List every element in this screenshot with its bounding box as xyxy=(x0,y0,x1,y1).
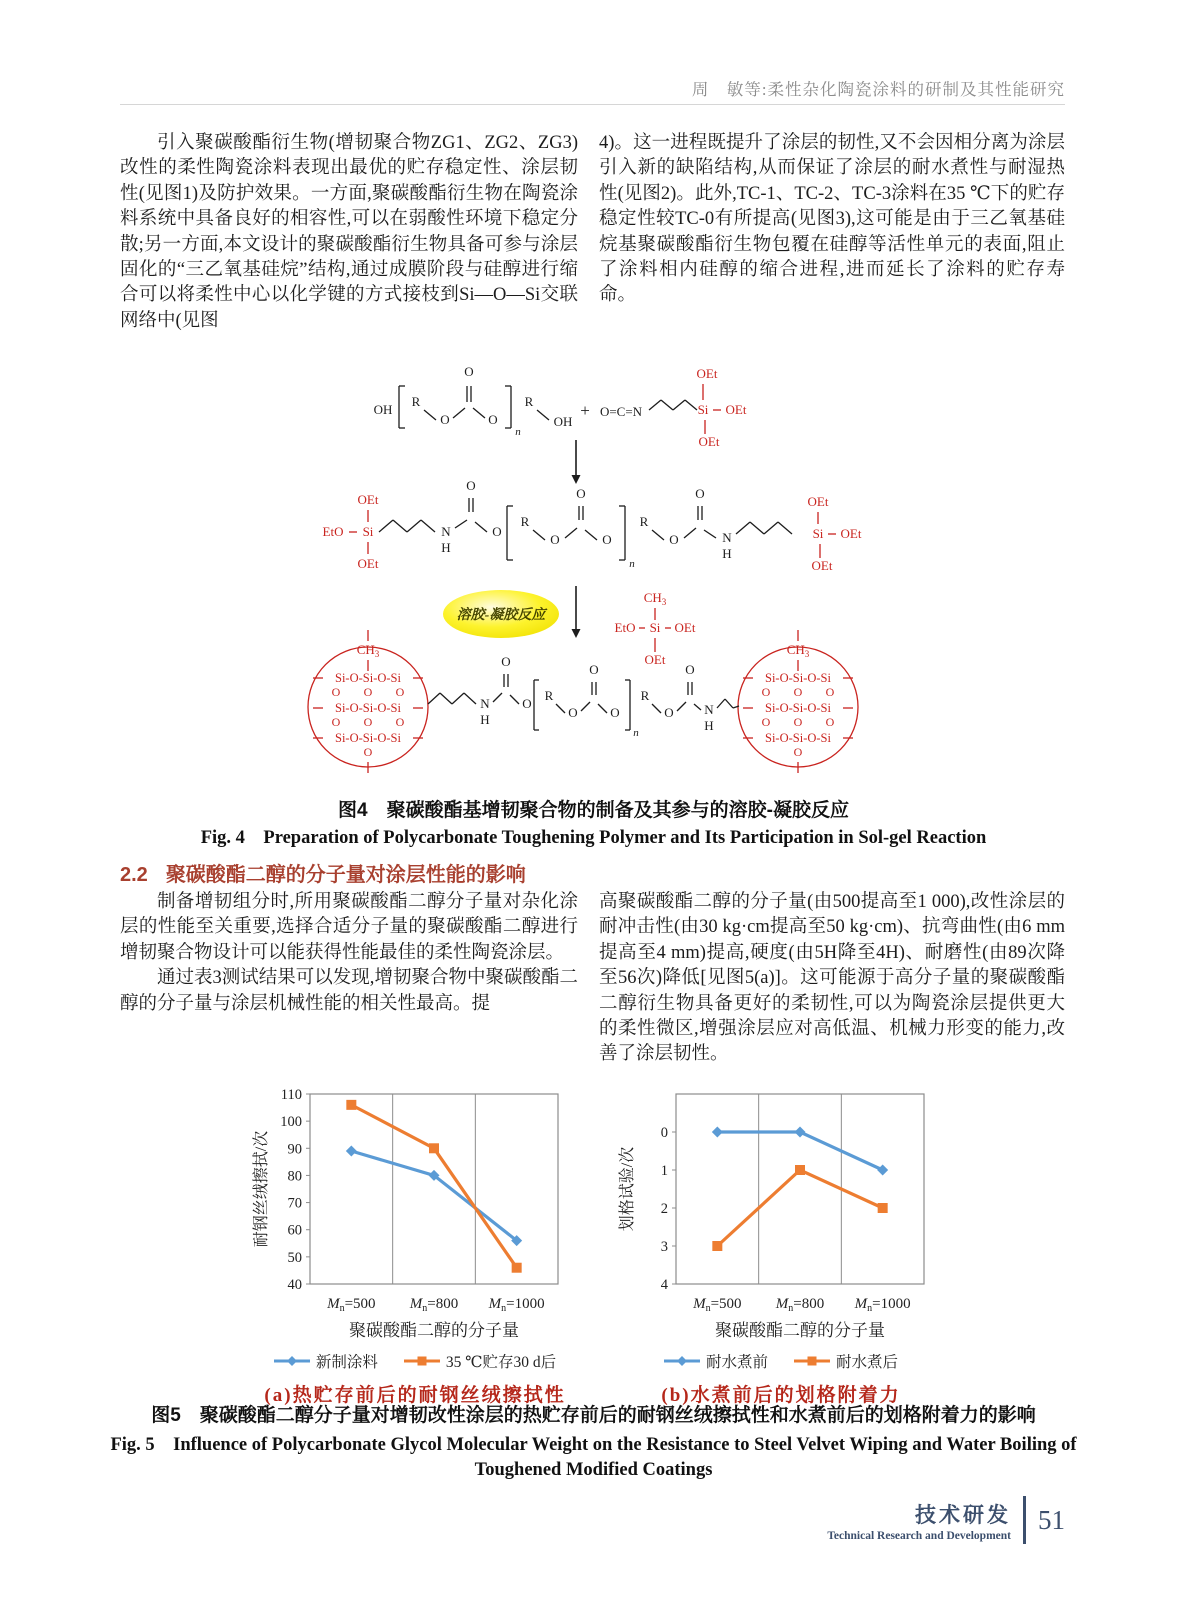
svg-text:n: n xyxy=(515,426,521,438)
svg-text:Si: Si xyxy=(697,402,709,417)
section22-right-paragraph: 高聚碳酸酯二醇的分子量(由500提高至1 000),改性涂层的耐冲击性(由30 kg·cm提高至50 kg·cm)、抗弯曲性(由6 mm提高至4 mm)提高,硬度(由5H降至4H)、耐磨性(由89次降至56次)降低[见图5(a)]。这可能源于高分子量的聚碳酸酯二醇衍生物具备更好的柔韧性,可以为陶瓷涂层提供更大的柔性微区,增强涂层应对高低温、机械力形变的能力,改善了涂层韧性。 xyxy=(599,892,1065,1065)
svg-text:OEt: OEt xyxy=(357,492,379,507)
intro-left-paragraph: 引入聚碳酸酯衍生物(增韧聚合物ZG1、ZG2、ZG3)改性的柔性陶瓷涂料表现出最优的贮存稳定性、涂层韧性(见图1)及防护效果。一方面,聚碳酸酯衍生物在陶瓷涂料系统中具备良好的相容性,可以在弱酸性环境下稳定分散;另一方面,本文设计的聚碳酸酯衍生物具备可参与涂层固化的“三乙氧基硅烷”结构,通过成膜阶段与硅醇进行缩合可以将柔性中心以化学键的方式接枝到Si—O—Si交联网络中(见图 xyxy=(120,133,578,331)
svg-text:OEt: OEt xyxy=(811,558,833,573)
svg-text:n: n xyxy=(633,727,639,739)
svg-text:O: O xyxy=(761,685,771,699)
svg-text:Mn=800: $M_n=800$ xyxy=(775,1296,825,1314)
svg-text:O: O xyxy=(589,662,599,677)
legend-marker-diamond-icon xyxy=(274,1355,310,1367)
svg-text:90: 90 xyxy=(287,1141,302,1158)
svg-text:Si-O-Si-O-Si: Si-O-Si-O-Si xyxy=(765,701,831,715)
svg-text:H: H xyxy=(704,718,714,733)
svg-text:H: H xyxy=(441,540,451,555)
svg-text:O: O xyxy=(610,705,620,720)
svg-text:N: N xyxy=(441,524,451,539)
svg-text:O: O xyxy=(363,685,373,699)
legend-item xyxy=(404,1350,556,1372)
svg-text:100: 100 xyxy=(280,1114,302,1131)
footer-section-cn: 技术研发 xyxy=(915,1503,1011,1527)
chart-a-plot xyxy=(250,1086,580,1348)
svg-text:OEt: OEt xyxy=(698,434,720,449)
svg-text:O: O xyxy=(825,715,835,729)
svg-text:Si-O-Si-O-Si: Si-O-Si-O-Si xyxy=(335,671,401,685)
svg-text:O: O xyxy=(685,662,695,677)
svg-text:2: 2 xyxy=(660,1201,668,1217)
svg-text:O: O xyxy=(522,696,532,711)
intro-left-column xyxy=(120,131,578,334)
svg-text:O: O xyxy=(568,705,578,720)
header-rule xyxy=(120,104,1065,105)
svg-text:OEt: OEt xyxy=(674,620,696,635)
svg-text:Si-O-Si-O-Si: Si-O-Si-O-Si xyxy=(335,701,401,715)
figure5-caption-en-line2: Toughened Modified Coatings xyxy=(474,1460,713,1480)
footer-section-en: Technical Research and Development xyxy=(827,1529,1011,1542)
svg-text:Mn=500: $M_n=500$ xyxy=(327,1296,376,1314)
section-2-2-heading xyxy=(120,858,526,887)
svg-text:O: O xyxy=(331,715,341,729)
svg-text:0: 0 xyxy=(660,1125,668,1141)
svg-text:R: R xyxy=(640,688,650,703)
figure5-caption-cn: 图5 聚碳酸酯二醇分子量对增韧改性涂层的热贮存前后的耐钢丝绒擦拭性和水煮前后的划格附着力的影响 xyxy=(151,1405,1036,1426)
intro-right-column xyxy=(599,131,1065,309)
svg-text:聚碳酸酯二醇的分子量: 聚碳酸酯二醇的分子量 xyxy=(349,1321,519,1340)
svg-text:80: 80 xyxy=(287,1168,302,1185)
svg-text:O: O xyxy=(602,532,612,547)
svg-text:O: O xyxy=(825,685,835,699)
svg-text:O: O xyxy=(793,685,803,699)
running-title: 周 敏等:柔性杂化陶瓷涂料的研制及其性能研究 xyxy=(691,80,1065,99)
svg-text:OEt: OEt xyxy=(725,402,747,417)
svg-text:OEt: OEt xyxy=(644,652,666,667)
svg-text:O: O xyxy=(395,685,405,699)
svg-text:Mn=1000: $M_n=1000$ xyxy=(488,1296,545,1314)
figure4-caption-en: Fig. 4 Preparation of Polycarbonate Toughening Polymer and Its Participation in Sol-gel Reaction xyxy=(200,828,987,848)
legend-label: 新制涂料 xyxy=(315,1354,378,1371)
svg-text:n: n xyxy=(629,558,635,570)
svg-text:N: N xyxy=(704,702,714,717)
svg-text:O: O xyxy=(664,705,674,720)
svg-text:Si: Si xyxy=(812,526,824,541)
section22-left-column xyxy=(120,890,578,1017)
legend-marker-square-icon xyxy=(404,1355,440,1367)
svg-text:EtO: EtO xyxy=(614,620,636,635)
svg-text:H: H xyxy=(480,712,490,727)
svg-text:OEt: OEt xyxy=(357,556,379,571)
legend-item xyxy=(664,1350,768,1372)
svg-text:N: N xyxy=(480,696,490,711)
svg-text:Mn=800: $M_n=800$ xyxy=(409,1296,459,1314)
svg-text:O: O xyxy=(395,715,405,729)
intro-right-paragraph: 4)。这一进程既提升了涂层的韧性,又不会因相分离为涂层引入新的缺陷结构,从而保证了涂层的耐水煮性与耐湿热性(见图2)。此外,TC-1、TC-2、TC-3涂料在35 ℃下的贮存稳定性较TC-0有所提高(见图3),这可能是由于三乙氧基硅烷基聚碳酸酯衍生物包覆在硅醇等活性单元的表面,阻止了涂料相内硅醇的缩合进程,进而延长了涂料的贮存寿命。 xyxy=(599,133,1065,306)
svg-text:O: O xyxy=(793,745,803,759)
legend-item xyxy=(794,1350,898,1372)
svg-text:70: 70 xyxy=(287,1195,302,1212)
svg-text:聚碳酸酯二醇的分子量: 聚碳酸酯二醇的分子量 xyxy=(715,1321,885,1340)
svg-text:OEt: OEt xyxy=(840,526,862,541)
page-number: 51 xyxy=(1038,1504,1065,1535)
svg-text:OH: OH xyxy=(373,402,393,417)
svg-text:O: O xyxy=(669,532,679,547)
legend-label: 耐水煮前 xyxy=(705,1354,768,1371)
svg-text:O: O xyxy=(488,412,498,427)
svg-text:O: O xyxy=(440,412,450,427)
svg-text:O=C=N: O=C=N xyxy=(599,404,643,419)
svg-text:O: O xyxy=(466,478,476,493)
svg-text:划格试验/次: 划格试验/次 xyxy=(619,1146,636,1232)
svg-text:O: O xyxy=(363,715,373,729)
svg-text:OEt: OEt xyxy=(807,494,829,509)
section22-left-paragraph-1: 制备增韧组分时,所用聚碳酸酯二醇分子量对杂化涂层的性能至关重要,选择合适分子量的聚碳酸酯二醇进行增韧聚合物设计可以能获得性能最佳的柔性陶瓷涂层。 xyxy=(120,892,578,963)
section-title: 聚碳酸酯二醇的分子量对涂层性能的影响 xyxy=(165,864,526,886)
chart-a-caption: (a)热贮存前后的耐钢丝绒擦拭性 xyxy=(264,1385,566,1406)
svg-text:O: O xyxy=(793,715,803,729)
svg-text:Si-O-Si-O-Si: Si-O-Si-O-Si xyxy=(335,731,401,745)
chart-b-plot xyxy=(616,1086,946,1348)
svg-text:CH3: $CH_3$ xyxy=(643,590,667,607)
svg-text:溶胶-凝胶反应: 溶胶-凝胶反应 xyxy=(456,608,546,623)
svg-text:O: O xyxy=(331,685,341,699)
svg-text:Mn=500: $M_n=500$ xyxy=(693,1296,742,1314)
chart-a-legend xyxy=(274,1350,556,1372)
svg-text:4: 4 xyxy=(660,1277,668,1293)
svg-text:Si: Si xyxy=(649,620,661,635)
svg-text:R: R xyxy=(411,394,421,409)
page-footer xyxy=(827,1496,1065,1544)
svg-text:+: + xyxy=(580,401,590,420)
chart-a-steel-wool-wiping xyxy=(250,1086,580,1407)
chart-b-legend xyxy=(664,1350,898,1372)
legend-item xyxy=(274,1350,378,1372)
svg-text:O: O xyxy=(464,364,474,379)
chart-b-cross-cut-adhesion xyxy=(616,1086,946,1407)
svg-text:R: R xyxy=(520,514,530,529)
figure5-caption-en-line1: Fig. 5 Influence of Polycarbonate Glycol Molecular Weight on the Resistance to Steel Velvet Wiping and Water Boiling of xyxy=(110,1435,1077,1455)
svg-text:O: O xyxy=(501,654,511,669)
section-number: 2.2 xyxy=(120,864,148,886)
svg-text:N: N xyxy=(722,530,732,545)
svg-text:50: 50 xyxy=(287,1249,302,1266)
svg-text:O: O xyxy=(695,486,705,501)
svg-text:H: H xyxy=(722,546,732,561)
svg-text:Si-O-Si-O-Si: Si-O-Si-O-Si xyxy=(765,671,831,685)
svg-text:O: O xyxy=(550,532,560,547)
footer-divider xyxy=(1023,1496,1026,1544)
svg-text:60: 60 xyxy=(287,1222,302,1239)
svg-text:耐钢丝绒擦拭/次: 耐钢丝绒擦拭/次 xyxy=(253,1130,270,1248)
svg-text:EtO: EtO xyxy=(322,524,344,539)
svg-text:R: R xyxy=(639,514,649,529)
svg-text:Si-O-Si-O-Si: Si-O-Si-O-Si xyxy=(765,731,831,745)
svg-text:R: R xyxy=(524,394,534,409)
legend-label: 35 ℃贮存30 d后 xyxy=(445,1354,557,1371)
svg-text:3: 3 xyxy=(660,1239,668,1255)
figure4-reaction-scheme xyxy=(273,362,913,794)
svg-text:Si: Si xyxy=(362,524,374,539)
svg-text:CH3: $CH_3$ xyxy=(356,642,380,659)
legend-label: 耐水煮后 xyxy=(836,1354,899,1371)
svg-text:R: R xyxy=(544,688,554,703)
svg-text:CH3: $CH_3$ xyxy=(786,642,810,659)
svg-text:OEt: OEt xyxy=(696,366,718,381)
svg-text:110: 110 xyxy=(280,1087,302,1103)
svg-text:O: O xyxy=(761,715,771,729)
svg-text:O: O xyxy=(576,486,586,501)
svg-text:O: O xyxy=(492,524,502,539)
figure4-caption-cn: 图4 聚碳酸酯基增韧聚合物的制备及其参与的溶胶-凝胶反应 xyxy=(338,800,849,821)
svg-text:Mn=1000: $M_n=1000$ xyxy=(854,1296,911,1314)
svg-text:O: O xyxy=(363,745,373,759)
chart-b-caption: (b)水煮前后的划格附着力 xyxy=(661,1385,901,1406)
svg-text:40: 40 xyxy=(287,1277,302,1293)
legend-marker-diamond-icon xyxy=(664,1355,700,1367)
section22-left-paragraph-2: 通过表3测试结果可以发现,增韧聚合物中聚碳酸酯二醇的分子量与涂层机械性能的相关性最高。提 xyxy=(120,968,578,1014)
svg-text:1: 1 xyxy=(660,1163,668,1179)
svg-text:OH: OH xyxy=(553,414,573,429)
figure5-charts xyxy=(250,1086,946,1407)
legend-marker-square-icon xyxy=(794,1355,830,1367)
section22-right-column xyxy=(599,890,1065,1068)
